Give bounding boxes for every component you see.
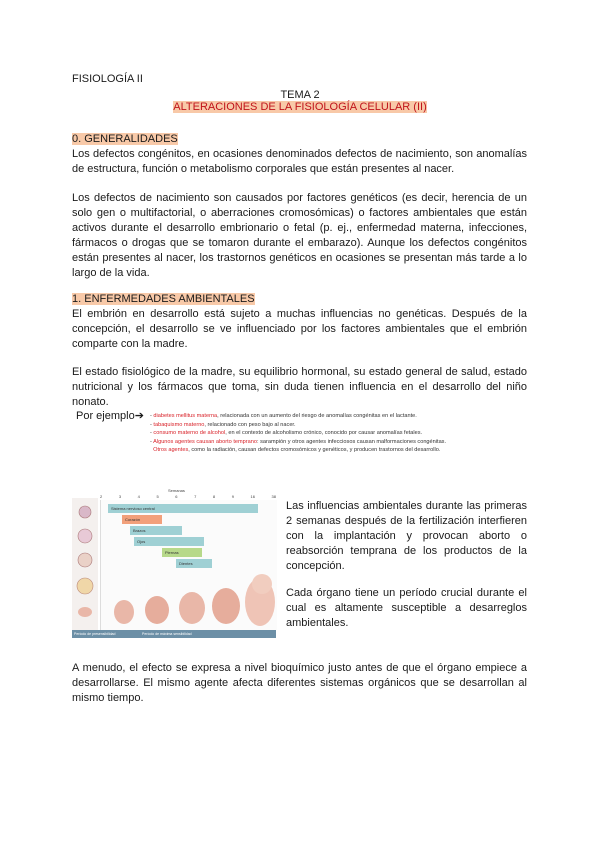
footer-left-label: Período de presensibilidad	[74, 632, 116, 636]
section-heading-enfermedades	[72, 293, 255, 305]
example-label-text: Por ejemplo	[76, 410, 135, 422]
arrow-right-icon: ➔	[134, 410, 144, 422]
paragraph: Las influencias ambientales durante las primeras 2 semanas después de la fertilización interfieren con la implantación y provocan aborto o reabsorción temprana de los productos de la concepción.	[286, 500, 527, 572]
list-item: - tabaquismo materno, relacionado con peso bajo al nacer.	[150, 421, 296, 428]
list-item: Otros agentes, como la radiación, causan defectos cromosómicos y genéticos, y producen trastornos del desarrollo.	[153, 447, 441, 454]
paragraph: Los defectos congénitos, en ocasiones denominados defectos de nacimiento, son anomalías de estructura, función o metabolismo corporales que están presentes al nacer.	[72, 148, 527, 175]
sensitivity-figure	[72, 488, 276, 638]
figure-top-label: Semanas	[168, 488, 185, 493]
page-title-text: ALTERACIONES DE LA FISIOLOGÍA CELULAR (II)	[173, 101, 427, 113]
paragraph: A menudo, el efecto se expresa a nivel bioquímico justo antes de que el órgano empiece a desarrollarse. El mismo agente afecta diferentes sistemas orgánicos que se desarrollan al mismo tiempo.	[72, 662, 527, 704]
bar-eyes: Ojos	[134, 537, 204, 546]
course-label: FISIOLOGÍA II	[72, 73, 143, 85]
paragraph: Cada órgano tiene un período crucial durante el cual es altamente susceptible a desarreglos ambientales.	[286, 587, 527, 629]
section-heading-generalidades	[72, 133, 178, 145]
bar-legs: Piernas	[162, 548, 202, 557]
list-item: - consumo materno de alcohol, en el contexto de alcoholismo crónico, conocido por causar anomalías fetales.	[150, 430, 423, 437]
embryo-stages-image	[72, 498, 98, 630]
early-embryo-column	[72, 498, 98, 630]
list-item: - diabetes mellitus materna, relacionada con un aumento del riesgo de anomalías congénitas en el lactante.	[150, 413, 417, 419]
bar-arms: Brazos	[130, 526, 182, 535]
paragraph: El estado fisiológico de la madre, su equilibrio hormonal, su estado general de salud, estado nutricional y los fármacos que toma, sin duda tienen influencia en el desarrollo del niño nonato.	[72, 366, 527, 408]
tema-label: TEMA 2	[280, 89, 320, 101]
bar-heart: Corazón	[122, 515, 162, 524]
list-item: - Algunos agentes causan aborto temprano: sarampión y otros agentes infecciosos causan malformaciones congénitas.	[150, 438, 447, 445]
page-title	[0, 101, 600, 113]
example-label	[76, 409, 144, 422]
paragraph: El embrión en desarrollo está sujeto a muchas influencias no genéticas. Después de la concepción, el desarrollo se ve influenciado por los factores ambientales que el embrión comparte con la madre.	[72, 308, 527, 350]
bar-cns: Sistema nervioso central	[108, 504, 258, 513]
section-heading-text: 1. ENFERMEDADES AMBIENTALES	[72, 293, 255, 305]
bar-teeth: Dientes	[176, 559, 212, 568]
paragraph: Los defectos de nacimiento son causados por factores genéticos (es decir, herencia de un solo gen o multifactorial, o aberraciones cromosómicas) o factores ambientales que están activos durante el desarrollo embrionario o fetal (p. ej., enfermedad materna, infecciones, fármacos o drogas que se tomaron durante el embarazo). Aunque los defectos congénitos están presentes al nacer, los trastornos genéticos en ocasiones se presentan más tarde a lo largo de la vida.	[72, 192, 527, 279]
section-heading-text: 0. GENERALIDADES	[72, 133, 178, 145]
figure-footer	[72, 630, 276, 638]
footer-right-label: Período de máxima sensibilidad	[142, 632, 192, 636]
fetus-stages-image	[102, 572, 276, 630]
example-list	[150, 412, 530, 455]
week-ticks: 2 3 4 5 6 7 8 9 16 38	[100, 494, 276, 499]
